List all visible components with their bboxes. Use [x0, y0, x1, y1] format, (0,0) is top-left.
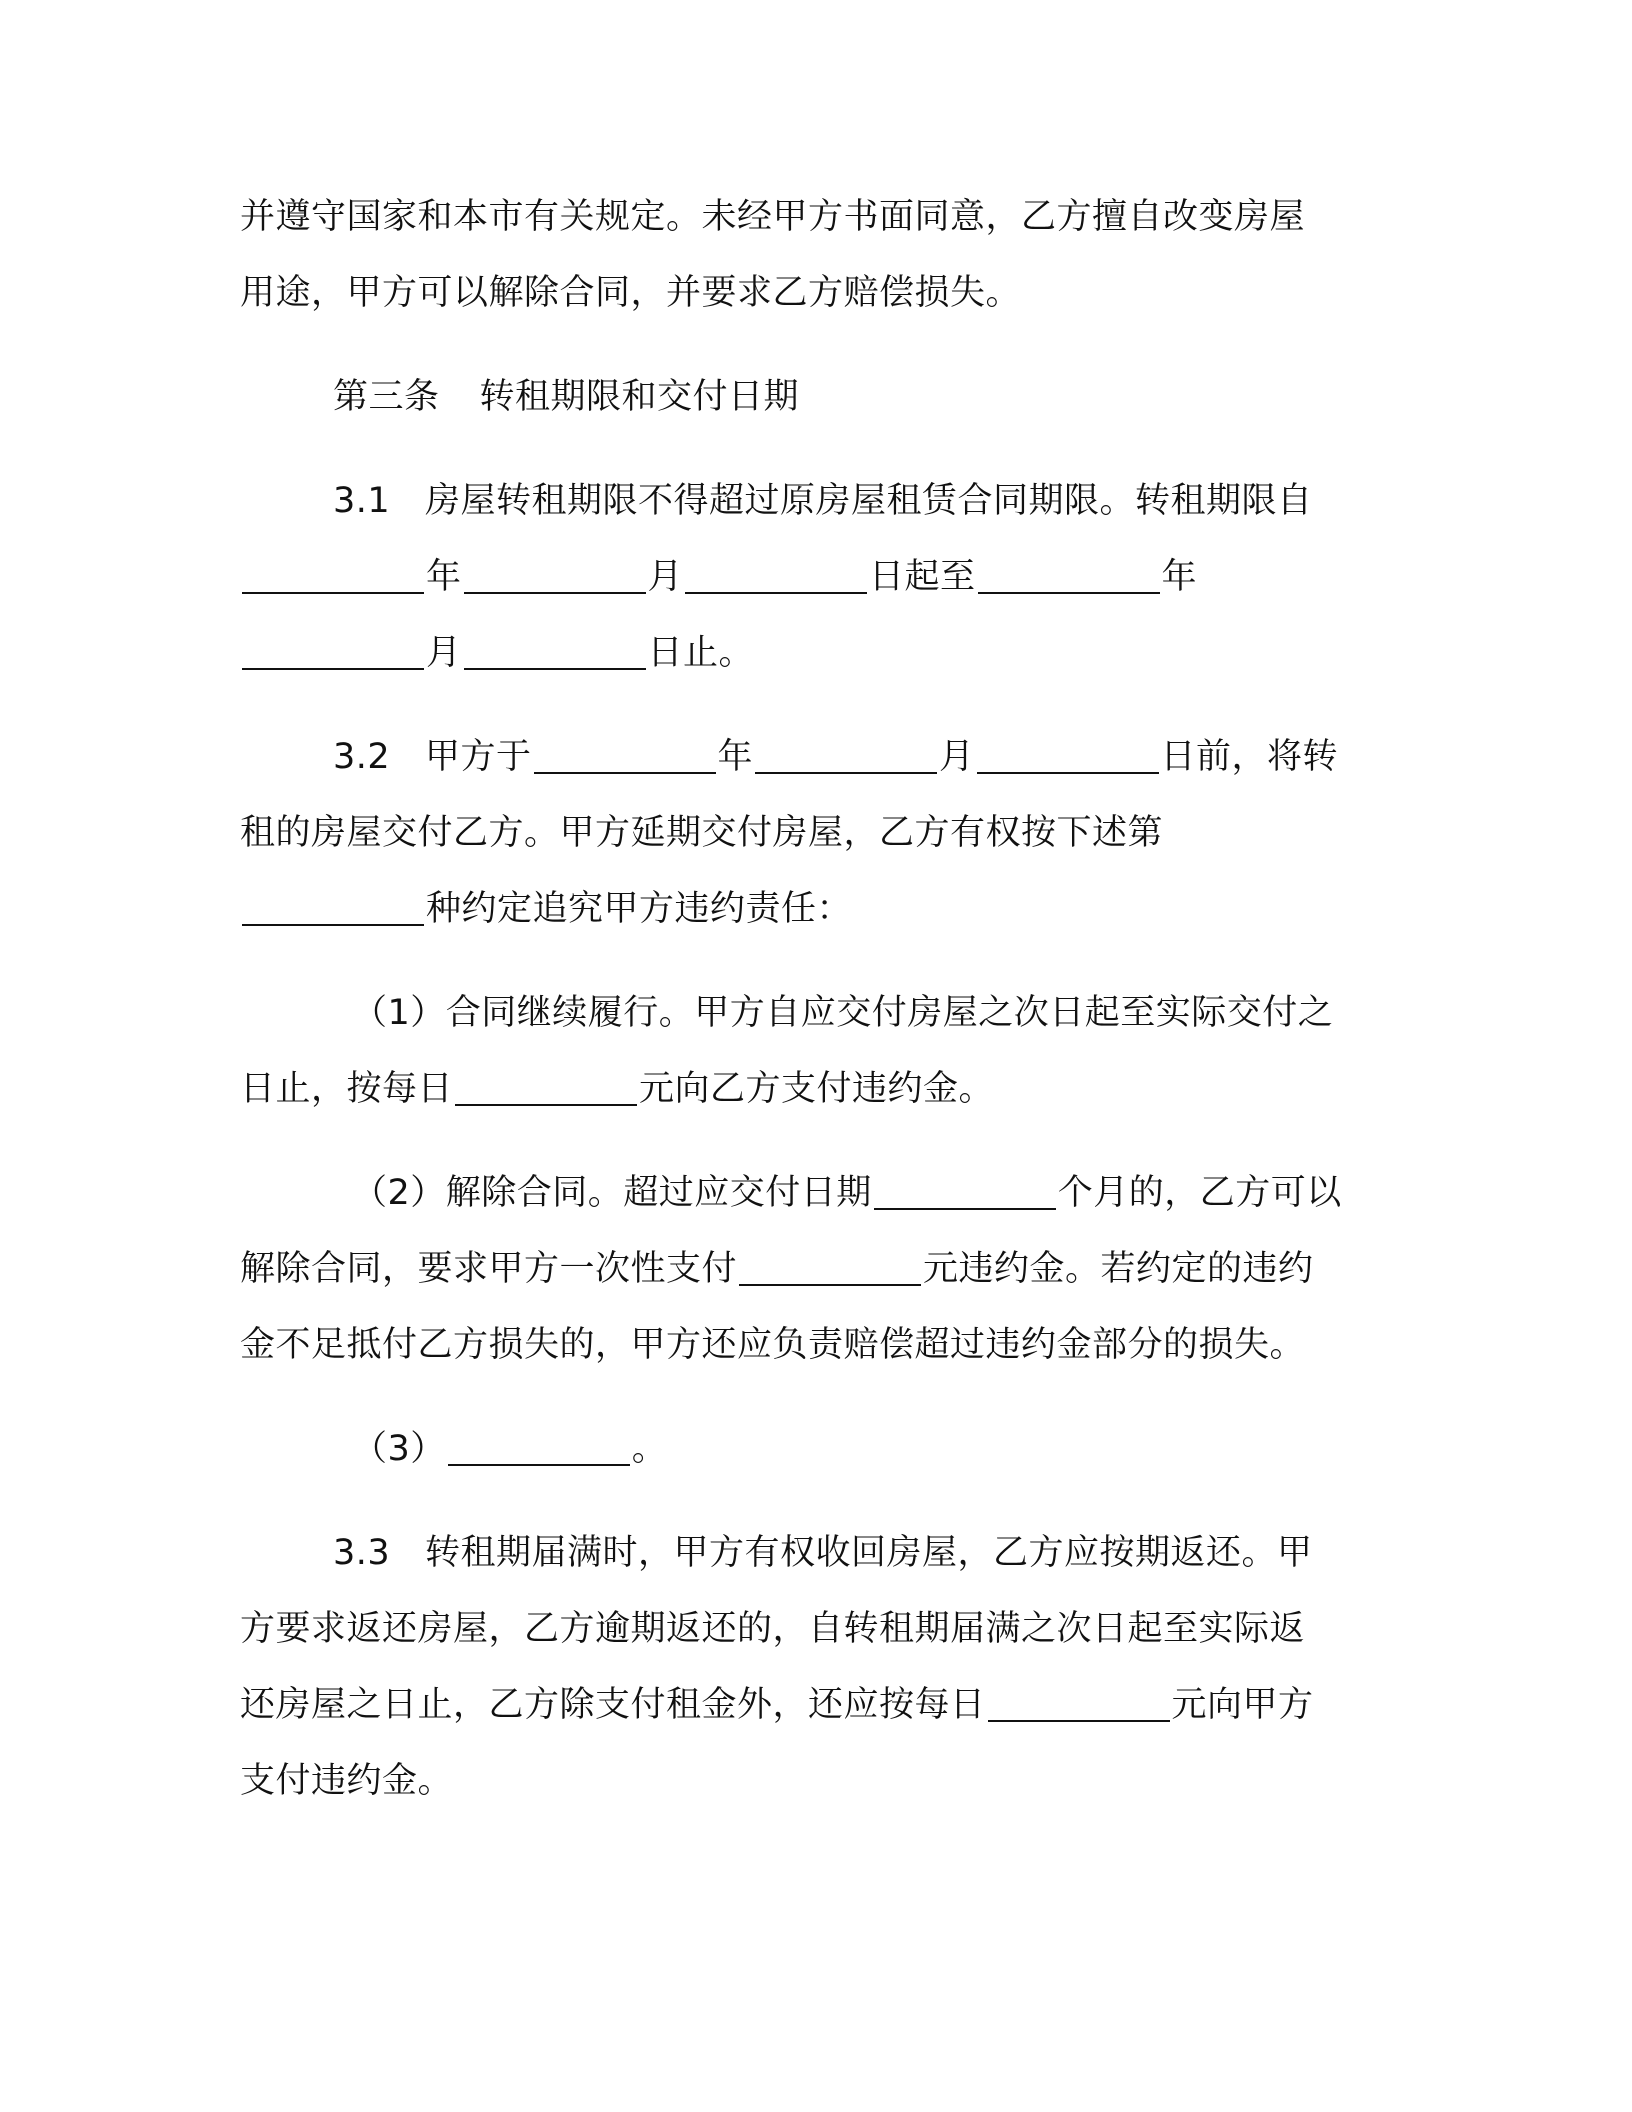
blank-field-lump-penalty[interactable] — [739, 1254, 921, 1286]
clause-3-1-line — [333, 477, 1313, 525]
text: 年 — [426, 557, 462, 597]
blank-field-end-month[interactable] — [242, 638, 424, 670]
clause-3-3-line — [240, 1757, 453, 1805]
text: 房屋转租期限不得超过原房屋租赁合同期限。转租期限自 — [425, 481, 1313, 521]
text: 年 — [1161, 557, 1198, 597]
text: 并遵守国家和本市有关规定。未经甲方书面同意，乙方擅自改变房屋 — [240, 197, 1306, 237]
clause-3-2-line — [240, 885, 852, 933]
text: 方要求返还房屋，乙方逾期返还的，自转租期届满之次日起至实际返 — [240, 1609, 1306, 1649]
blank-field-end-year[interactable] — [978, 562, 1160, 594]
blank-field-start-month[interactable] — [464, 562, 646, 594]
text: 合同继续履行。甲方自应交付房屋之次日起至实际交付之 — [445, 993, 1334, 1033]
blank-field-daily-penalty[interactable] — [455, 1074, 637, 1106]
text: 金不足抵付乙方损失的，甲方还应负责赔偿超过违约金部分的损失。 — [240, 1325, 1306, 1365]
blank-field-start-year[interactable] — [242, 562, 424, 594]
clause-3-1-line — [240, 553, 1197, 601]
text: 支付违约金。 — [240, 1761, 454, 1801]
blank-field-option-number[interactable] — [242, 894, 424, 926]
clause-3-2-line — [333, 733, 1338, 781]
blank-field-overdue-daily-penalty[interactable] — [988, 1690, 1170, 1722]
text: 元违约金。若约定的违约 — [923, 1249, 1314, 1289]
text: 种约定追究甲方违约责任： — [426, 889, 853, 929]
blank-field-delivery-year[interactable] — [534, 742, 716, 774]
option-1-line — [240, 1065, 994, 1113]
text: 转租期届满时，甲方有权收回房屋，乙方应按期返还。甲 — [425, 1533, 1313, 1573]
article-number: 第三条 — [333, 377, 440, 417]
clause-number: 3.1 — [333, 481, 391, 521]
text: 日起至 — [869, 557, 976, 597]
clause-3-3-line — [333, 1529, 1313, 1577]
blank-field-start-day[interactable] — [685, 562, 867, 594]
option-3-line — [352, 1425, 667, 1473]
text: 。 — [631, 1429, 668, 1469]
text: 解除合同，要求甲方一次性支付 — [240, 1249, 738, 1289]
text: 年 — [717, 737, 754, 777]
text: 元向乙方支付违约金。 — [639, 1069, 995, 1109]
text: 个月的，乙方可以 — [1057, 1173, 1342, 1213]
clause-3-1-line — [240, 629, 754, 677]
text: 月 — [647, 557, 684, 597]
text: 日止。 — [647, 633, 755, 673]
text: 月 — [426, 633, 462, 673]
option-label: （2） — [352, 1173, 446, 1213]
text: 日止，按每日 — [240, 1069, 454, 1109]
blank-field-end-day[interactable] — [464, 638, 646, 670]
option-2-line — [240, 1245, 1314, 1293]
option-label: （1） — [352, 993, 446, 1033]
paragraph-line — [240, 269, 1021, 317]
option-2-line — [240, 1321, 1305, 1369]
text: 用途，甲方可以解除合同，并要求乙方赔偿损失。 — [240, 273, 1022, 313]
blank-field-months-overdue[interactable] — [874, 1178, 1056, 1210]
text: 租的房屋交付乙方。甲方延期交付房屋，乙方有权按下述第 — [240, 813, 1164, 853]
article-title: 转租期限和交付日期 — [479, 377, 800, 417]
text: 还房屋之日止，乙方除支付租金外，还应按每日 — [240, 1685, 986, 1725]
blank-field-delivery-month[interactable] — [755, 742, 937, 774]
clause-3-2-line — [240, 809, 1163, 857]
blank-field-delivery-day[interactable] — [977, 742, 1159, 774]
clause-3-3-line — [240, 1681, 1314, 1729]
option-label: （3） — [352, 1429, 446, 1469]
text: 元向甲方 — [1171, 1685, 1314, 1725]
text: 日前，将转 — [1160, 737, 1339, 777]
clause-number: 3.2 — [333, 737, 391, 777]
text: 月 — [939, 737, 975, 777]
option-1-line — [352, 989, 1333, 1037]
clause-number: 3.3 — [333, 1533, 391, 1573]
text: 解除合同。超过应交付日期 — [445, 1173, 872, 1213]
paragraph-line — [240, 193, 1305, 241]
clause-3-3-line — [240, 1605, 1305, 1653]
option-2-line — [352, 1169, 1342, 1217]
blank-field-other-option[interactable] — [448, 1434, 630, 1466]
article-heading — [333, 373, 799, 421]
text: 甲方于 — [425, 737, 532, 777]
